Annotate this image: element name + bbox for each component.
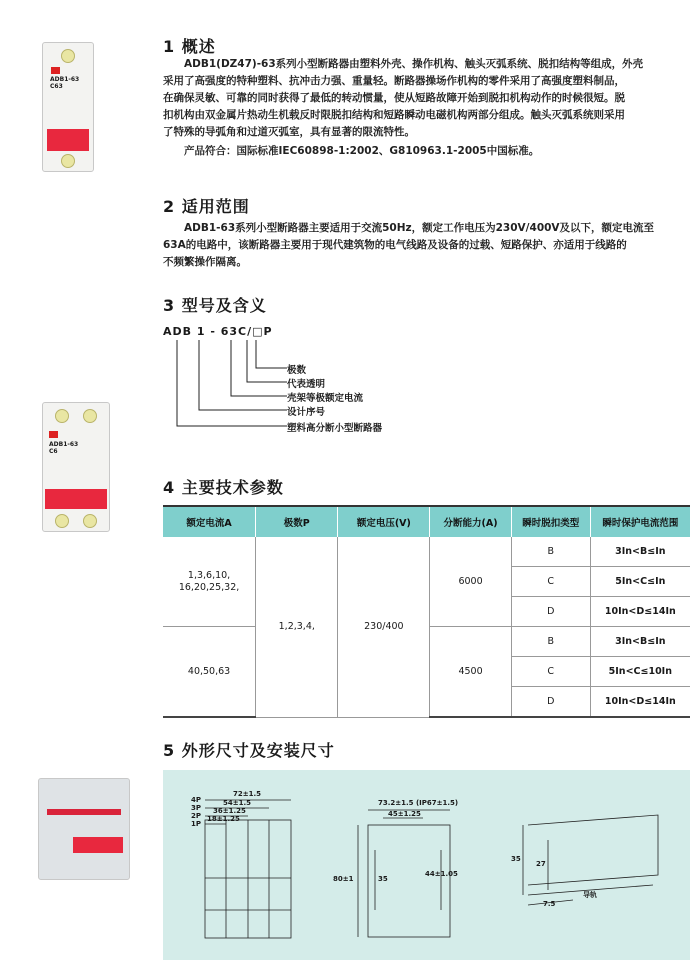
dim-4p-label: 4P <box>191 796 202 804</box>
screw-icon <box>61 154 75 168</box>
cell-capacity-1: 6000 <box>430 537 512 627</box>
s1-line-4: 扣机构由双金属片热动生机载反时限脱扣结构和短路瞬动电磁机构两部分组成。触头灭弧系统则采用 <box>163 109 625 121</box>
cell-current-group-2: 40,50,63 <box>163 627 256 718</box>
section-2-title: 2 适用范围 <box>163 197 250 216</box>
s1-line-2: 采用了高强度的特种塑料、抗冲击力强、重量轻。断路器操场作机构的零件采用了高强度塑料制品， <box>163 75 625 87</box>
breaker-2-label: ADB1-63 C6 <box>49 441 79 455</box>
spec-table <box>163 507 690 718</box>
model-code: ADB 1 - 63C/□P <box>163 325 273 338</box>
th-poles: 极数P <box>256 507 338 537</box>
cell-current-group-1: 1,3,6,10, 16,20,25,32, <box>163 537 256 627</box>
dim-3p-label: 3P <box>191 804 202 812</box>
th-trip-type: 瞬时脱扣类型 <box>511 507 590 537</box>
th-current: 额定电流A <box>163 507 256 537</box>
breaker-1-handle <box>47 129 89 151</box>
section-5-title: 5 外形尺寸及安装尺寸 <box>163 741 335 760</box>
brand-logo-icon <box>51 67 60 74</box>
s2-line-2: 63A的电路中，该断路器主要用于现代建筑物的电气线路及设备的过载、短路保护、亦适用于线路的 <box>163 239 627 251</box>
dim-54: 54±1.5 <box>223 799 252 807</box>
breaker-3-handle <box>73 837 123 853</box>
cell-range: 3In<B≤In <box>590 627 690 657</box>
breaker-2p-image <box>42 402 110 532</box>
section-2-body <box>163 220 688 271</box>
cell-type: D <box>511 687 590 718</box>
label-product-type: 塑料高分断小型断路器 <box>287 423 383 434</box>
section-3-title: 3 型号及含义 <box>163 296 267 315</box>
dim-2p-label: 2P <box>191 812 202 820</box>
breaker-2-handle <box>45 489 107 509</box>
s1-line-1: ADB1(DZ47)-63系列小型断路器由塑料外壳、操作机构、触头灭弧系统、脱扣结构等组成，外壳 <box>184 58 644 70</box>
breaker-red-strip <box>47 809 121 815</box>
dim-height: 80±1 <box>333 875 354 883</box>
dim-35: 35 <box>378 875 388 883</box>
th-trip-range: 瞬时保护电流范围 <box>590 507 690 537</box>
table-row <box>163 537 690 567</box>
cell-type: D <box>511 597 590 627</box>
dim-18: 18±1.25 <box>207 815 240 823</box>
dim-44: 44±1.05 <box>425 870 458 878</box>
label-frame-current: 壳架等极额定电流 <box>287 393 364 404</box>
s2-line-1: ADB1-63系列小型断路器主要适用于交流50Hz，额定工作电压为230V/400V及以下，额定电流至 <box>184 222 655 234</box>
cell-range: 10In<D≤14In <box>590 597 690 627</box>
rail-27: 27 <box>536 860 546 868</box>
label-transparent: 代表透明 <box>287 379 326 390</box>
screw-icon <box>83 409 97 423</box>
dim-1p-label: 1P <box>191 820 202 828</box>
cell-type: C <box>511 657 590 687</box>
breaker-transparent-image <box>38 778 130 880</box>
label-design-no: 设计序号 <box>287 407 326 418</box>
breaker-1p-image <box>42 42 94 172</box>
cell-type: C <box>511 567 590 597</box>
model-meaning-lines <box>163 338 293 438</box>
section-4-title: 4 主要技术参数 <box>163 478 284 497</box>
dim-72: 72±1.5 <box>233 790 262 798</box>
label-poles: 极数 <box>287 365 307 376</box>
s1-standard: 产品符合：国际标准IEC60898-1:2002、G810963.1-2005中国标准。 <box>184 145 540 157</box>
rail-75: 7.5 <box>543 900 556 908</box>
cell-poles: 1,2,3,4, <box>256 537 338 717</box>
cell-range: 10In<D≤14In <box>590 687 690 718</box>
cell-range: 5In<C≤10In <box>590 657 690 687</box>
dimension-drawing-panel <box>163 770 690 960</box>
screw-icon <box>83 514 97 528</box>
th-capacity: 分断能力(A) <box>430 507 512 537</box>
table-header-row <box>163 507 690 537</box>
s2-line-3: 不频繁操作隔离。 <box>163 256 247 268</box>
dim-36: 36±1.25 <box>213 807 246 815</box>
s1-line-5: 了特殊的导弧角和过道灭弧室，具有显著的限流特性。 <box>163 126 415 138</box>
s1-line-3: 在确保灵敏、可靠的同时获得了最低的转动惯量，使从短路故障开始到脱扣机构动作的时候很短。脱 <box>163 92 625 104</box>
rail-35: 35 <box>511 855 521 863</box>
breaker-1-label: ADB1-63 C63 <box>50 76 80 90</box>
th-voltage: 额定电压(V) <box>338 507 430 537</box>
section-1-body <box>163 56 688 160</box>
section-1-title: 1 概述 <box>163 37 216 56</box>
dim-side-top: 73.2±1.5 (IP67±1.5) <box>378 799 459 807</box>
screw-icon <box>55 514 69 528</box>
cell-type: B <box>511 537 590 567</box>
screw-icon <box>55 409 69 423</box>
cell-voltage: 230/400 <box>338 537 430 717</box>
cell-capacity-2: 4500 <box>430 627 512 718</box>
brand-logo-icon <box>49 431 58 438</box>
cell-range: 3In<B≤In <box>590 537 690 567</box>
rail-label: 导轨 <box>583 891 597 899</box>
cell-type: B <box>511 627 590 657</box>
dim-side-mid: 45±1.25 <box>388 810 421 818</box>
cell-range: 5In<C≤In <box>590 567 690 597</box>
screw-icon <box>61 49 75 63</box>
